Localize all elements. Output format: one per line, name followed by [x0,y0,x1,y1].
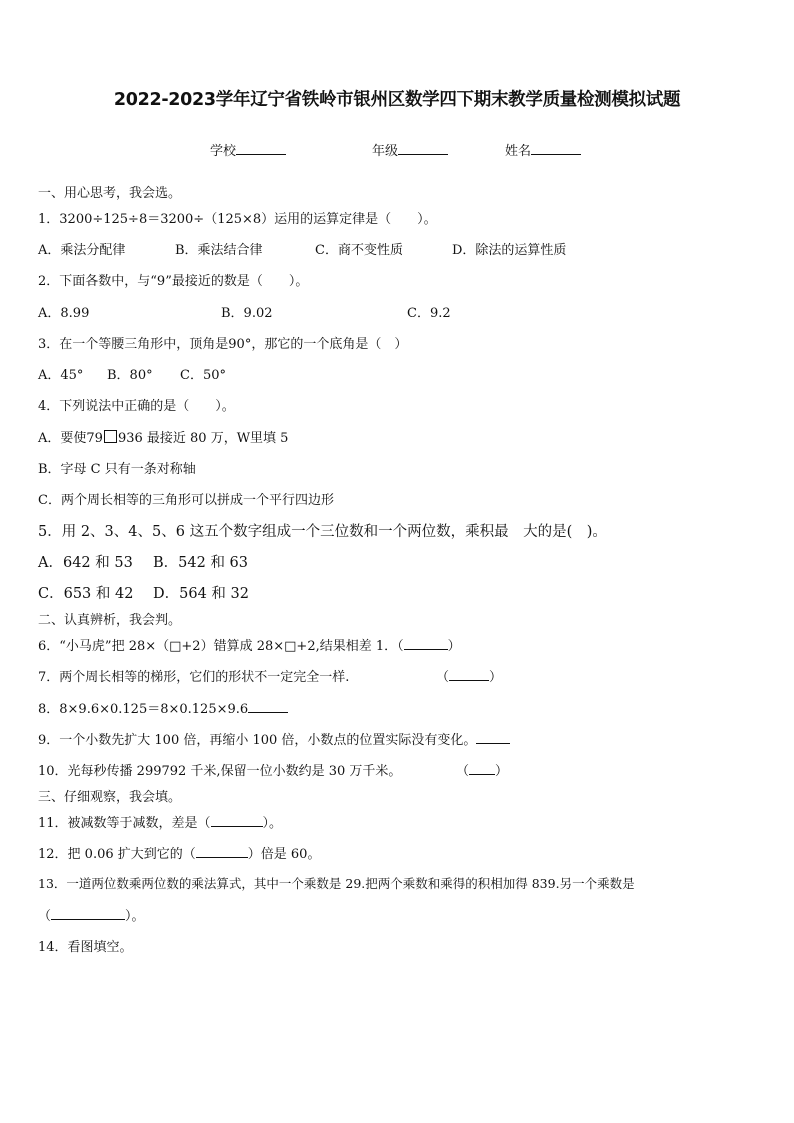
answer-blank[interactable] [248,701,288,713]
question-12 [38,843,320,862]
answer-blank[interactable] [196,846,248,858]
option-a[interactable] [38,427,288,446]
paren-open: （ [436,670,450,685]
question-2-stem: 2．下面各数中，与“9”最接近的数是（ ）。 [38,274,309,289]
section-heading-1: 一、用心思考，我会选。 [38,186,182,201]
question-7-answer [436,666,502,685]
question-10 [38,760,508,779]
question-7 [38,666,508,685]
question-13-line-1: 13．一道两位数乘两位数的乘法算式，其中一个乘数是 29.把两个乘数和乘得的积相加得 839.另一个乘数是 [38,876,635,891]
option-c[interactable]: C．两个周长相等的三角形可以拼成一个平行四边形 [38,493,334,508]
question-10-answer [456,760,508,779]
question-9-text: 9．一个小数先扩大 100 倍，再缩小 100 倍，小数点的位置实际没有变化。 [38,733,477,748]
paren-open: （ [456,764,470,779]
blank-box-icon [104,430,117,443]
question-13-suffix: ）。 [125,909,145,924]
question-13-prefix: （ [38,909,52,924]
section-heading-2: 二、认真辨析，我会判。 [38,613,182,628]
option-b[interactable]: B．乘法结合律 [175,243,263,258]
grade-field [372,140,448,159]
question-11-suffix: ）。 [262,816,283,831]
option-c[interactable]: C．商不变性质 [315,243,403,258]
page-title: 2022-2023学年辽宁省铁岭市银州区数学四下期末教学质量检测模拟试题 [113,90,681,110]
option-b[interactable]: B．字母 C 只有一条对称轴 [38,462,196,477]
question-7-text: 7．两个周长相等的梯形，它们的形状不一定完全一样. [38,670,350,685]
option-b[interactable]: B．80° [107,368,153,383]
school-label: 学校 [210,144,237,159]
question-8 [38,698,288,717]
answer-blank[interactable] [469,763,495,775]
name-label: 姓名 [505,144,532,159]
grade-label: 年级 [372,144,399,159]
question-4-stem: 4．下列说法中正确的是（ ）。 [38,399,235,414]
question-1-stem: 1．3200÷125÷8＝3200÷（125×8）运用的运算定律是（ ）。 [38,212,437,227]
question-12-suffix: ）倍是 60。 [247,847,321,862]
option-c[interactable]: C．9.2 [407,306,451,321]
question-6-close: ） [447,639,461,654]
answer-blank[interactable] [476,732,510,744]
name-blank[interactable] [531,142,581,155]
question-10-text: 10．光每秒传播 299792 千米,保留一位小数约是 30 万千米。 [38,764,402,779]
option-a[interactable]: A．45° [38,368,84,383]
question-9 [38,729,510,748]
paren-close: ） [489,670,503,685]
question-11 [38,812,282,831]
question-5-stem: 5．用 2、3、4、5、6 这五个数字组成一个三位数和一个两位数，乘积最 大的是( )。 [38,524,607,540]
answer-blank[interactable] [211,815,263,827]
question-13-line-2 [38,905,145,924]
option-d[interactable]: D．除法的运算性质 [452,243,567,258]
option-a-suffix: 936 最接近 80 万，W里填 5 [117,431,289,446]
grade-blank[interactable] [398,142,448,155]
section-heading-3: 三、仔细观察，我会填。 [38,790,182,805]
school-blank[interactable] [236,142,286,155]
question-8-text: 8．8×9.6×0.125＝8×0.125×9.6 [38,702,249,717]
question-11-prefix: 11．被减数等于减数，差是（ [38,816,211,831]
option-a-prefix: A．要使79 [38,431,103,446]
option-a[interactable]: A．8.99 [38,306,90,321]
answer-blank[interactable] [449,669,489,681]
option-d[interactable]: D．564 和 32 [153,586,249,602]
option-b[interactable]: B．9.02 [221,306,273,321]
school-field [210,140,286,159]
question-6 [38,635,461,654]
option-c[interactable]: C．653 和 42 [38,586,134,602]
option-a[interactable]: A．乘法分配律 [38,243,126,258]
option-c[interactable]: C．50° [180,368,226,383]
option-b[interactable]: B．542 和 63 [153,555,249,571]
answer-blank[interactable] [404,638,448,650]
question-6-text: 6．“小马虎”把 28×（□+2）错算成 28×□+2,结果相差 1．（ [38,639,404,654]
answer-blank[interactable] [51,908,125,920]
question-3-stem: 3．在一个等腰三角形中，顶角是90°，那它的一个底角是（ ） [38,337,408,352]
paren-close: ） [495,764,509,779]
question-14: 14．看图填空。 [38,940,133,955]
option-a[interactable]: A．642 和 53 [38,555,133,571]
question-12-prefix: 12．把 0.06 扩大到它的（ [38,847,196,862]
name-field [505,140,581,159]
